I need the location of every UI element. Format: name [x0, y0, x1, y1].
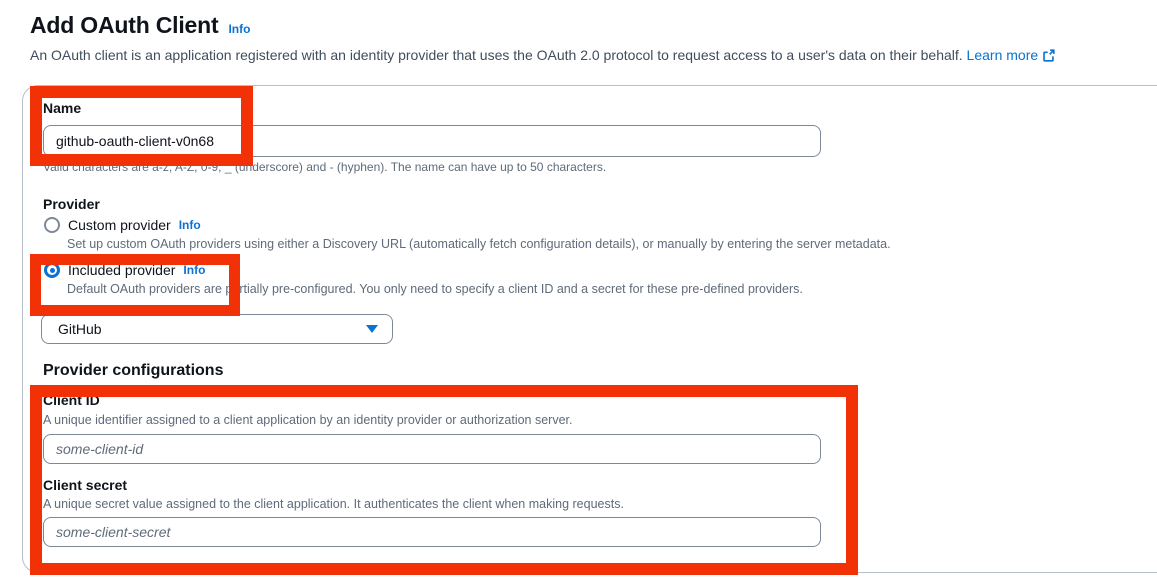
provider-configurations-heading: Provider configurations — [43, 362, 224, 379]
page-header — [30, 12, 250, 39]
external-link-icon — [1042, 49, 1055, 65]
client-secret-label: Client secret — [43, 477, 128, 493]
client-secret-input[interactable] — [43, 517, 821, 547]
page-description-text: An OAuth client is an application registered with an identity provider that uses the OAuth 2.0 protocol to request access to a user's data on their behalf. — [30, 47, 963, 63]
provider-select-value: GitHub — [58, 321, 102, 337]
client-id-label: Client ID — [43, 392, 100, 408]
name-input[interactable] — [43, 125, 821, 157]
page-title: Add OAuth Client — [30, 12, 219, 38]
custom-provider-description: Set up custom OAuth providers using either a Discovery URL (automatically fetch configuration details), or manually by entering the server metadata. — [67, 237, 891, 251]
included-provider-description: Default OAuth providers are partially pre-configured. You only need to specify a client ID and a secret for these pre-defined providers. — [67, 282, 803, 296]
custom-provider-label: Custom provider — [68, 217, 171, 233]
radio-option-included-provider[interactable] — [44, 262, 205, 278]
name-field-hint: Valid characters are a-z, A-Z, 0-9, _ (underscore) and - (hyphen). The name can have up to 50 characters. — [43, 160, 607, 174]
title-info-link[interactable]: Info — [228, 22, 251, 36]
provider-group-label: Provider — [43, 196, 100, 212]
included-provider-info-link[interactable]: Info — [183, 263, 206, 277]
name-field-label: Name — [43, 100, 82, 116]
client-id-input[interactable] — [43, 434, 821, 464]
client-id-description: A unique identifier assigned to a client application by an identity provider or authorization server. — [43, 413, 573, 427]
client-secret-description: A unique secret value assigned to the client application. It authenticates the client when making requests. — [43, 497, 624, 511]
page-description — [30, 47, 1055, 65]
custom-provider-info-link[interactable]: Info — [178, 218, 201, 232]
radio-checked-icon[interactable] — [44, 262, 60, 278]
included-provider-label: Included provider — [68, 262, 176, 278]
radio-option-custom-provider[interactable] — [44, 217, 201, 233]
form-panel — [22, 85, 1157, 573]
caret-down-icon — [366, 325, 378, 333]
radio-unchecked-icon[interactable] — [44, 217, 60, 233]
provider-select-dropdown[interactable] — [41, 314, 393, 344]
learn-more-link[interactable]: Learn more — [967, 47, 1056, 63]
